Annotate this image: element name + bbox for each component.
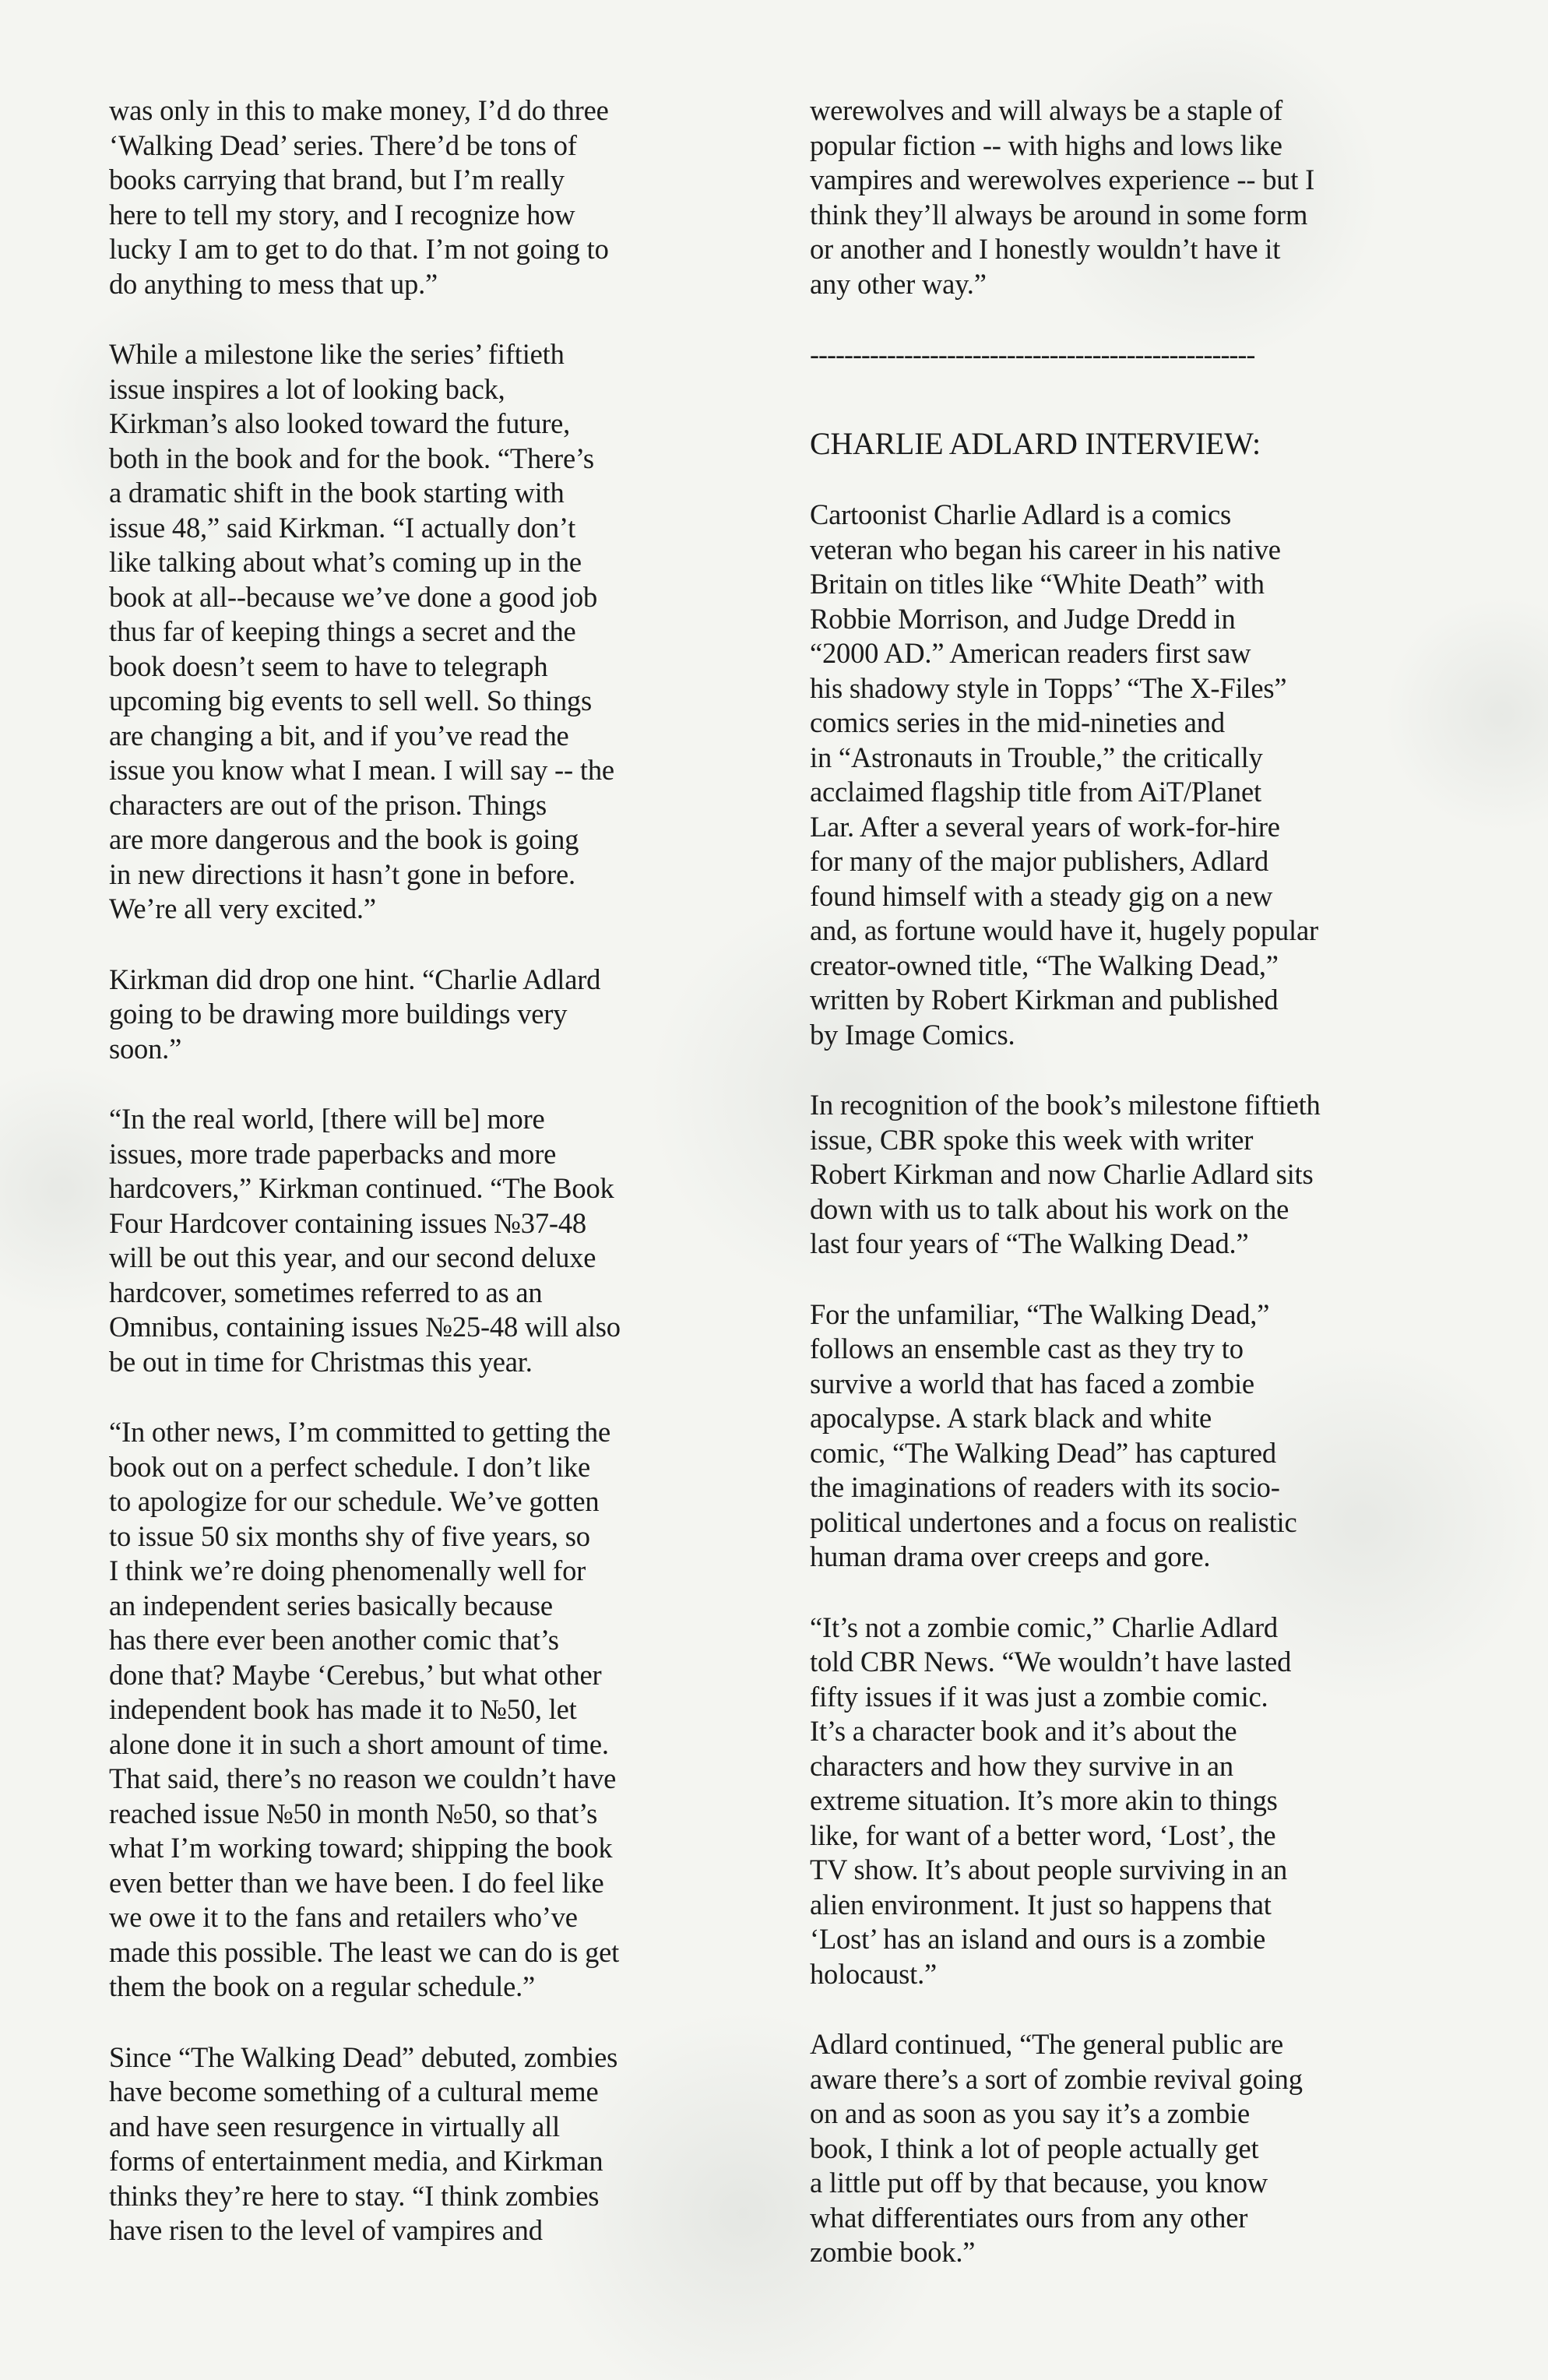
- body-paragraph: While a milestone like the series’ fiftieth issue inspires a lot of looking back, Kirkman’s also looked toward the future, both in the book and for the book. “There’s a dramatic shift in the book starting with issue 48,” said Kirkman. “I actually don’t like talking about what’s coming up in the book at all--because we’ve done a good job thus far of keeping things a secret and the book doesn’t seem to have to telegraph upcoming big events to sell well. So things are changing a bit, and if you’ve read the issue you know what I mean. I will say -- the characters are out of the prison. Things are more dangerous and the book is going in new directions it hasn’t gone in before. We’re all very excited.”: [109, 338, 614, 924]
- body-paragraph: Kirkman did drop one hint. “Charlie Adlard going to be drawing more buildings very soon.”: [109, 963, 601, 1065]
- body-paragraph: “It’s not a zombie comic,” Charlie Adlard told CBR News. “We wouldn’t have lasted fifty issues if it was just a zombie comic. It’s a character book and it’s about the characters and how they survive in an extreme situation. It’s more akin to things like, for want of a better word, ‘Lost’, the TV show. It’s about people surviving in an alien environment. It just so happens that ‘Lost’ has an island and ours is a zombie holocaust.”: [810, 1611, 1292, 1990]
- body-paragraph: Since “The Walking Dead” debuted, zombies have become something of a cultural meme and have seen resurgence in virtually all forms of entertainment media, and Kirkman thinks they’re here to stay. “I think zombies have risen to the level of vampires and: [109, 2040, 618, 2246]
- body-paragraph: Adlard continued, “The general public are aware there’s a sort of zombie revival going on and as soon as you say it’s a zombie book, I think a lot of people actually get a little put off by that because, you know what differentiates ours from any other zombie book.”: [810, 2028, 1303, 2268]
- body-paragraph: Cartoonist Charlie Adlard is a comics veteran who began his career in his native Britain on titles like “White Death” with Robbie Morrison, and Judge Dredd in “2000 AD.” American readers first saw his shadowy style in Topps’ “The X-Files” comics series in the mid-nineties and in “Astronauts in Trouble,” the critically acclaimed flagship title from AiT/Planet Lar. After a several years of work-for-hire for many of the major publishers, Adlard found himself with a steady gig on a new and, as fortune would have it, hugely popular creator-owned title, “The Walking Dead,” written by Robert Kirkman and published by Image Comics.: [810, 498, 1318, 1051]
- body-paragraph: For the unfamiliar, “The Walking Dead,” follows an ensemble cast as they try to survive a world that has faced a zombie apocalypse. A stark black and white comic, “The Walking Dead” has captured the imaginations of readers with its socio- political undertones and a focus on realistic human drama over creeps and gore.: [810, 1297, 1297, 1572]
- left-column: [109, 93, 810, 2284]
- body-paragraph: In recognition of the book’s milestone fiftieth issue, CBR spoke this week with writer Robert Kirkman and now Charlie Adlard sits down with us to talk about his work on the last four years of “The Walking Dead.”: [810, 1089, 1321, 1259]
- right-column: [810, 93, 1487, 2306]
- section-heading: CHARLIE ADLARD INTERVIEW:: [810, 426, 1261, 461]
- body-paragraph: “In the real world, [there will be] more issues, more trade paperbacks and more hardcovers,” Kirkman continued. “The Book Four Hardcover containing issues №37-48 will be out this year, and our second deluxe hardcover, sometimes referred to as an Omnibus, containing issues №25-48 will also be out in time for Christmas this year.: [109, 1103, 621, 1378]
- continued-paragraph: werewolves and will always be a staple of popular fiction -- with highs and lows like vampires and werewolves experience -- but I think they’ll always be around in some form or another and I honestly wouldn’t have it any other way.”: [810, 94, 1315, 300]
- dashed-separator: ----------------------------------------------------: [810, 339, 1255, 370]
- body-paragraph: was only in this to make money, I’d do three ‘Walking Dead’ series. There’d be tons of books carrying that brand, but I’m really here to tell my story, and I recognize how lucky I am to get to do that. I’m not going to do anything to mess that up.”: [109, 94, 609, 300]
- body-paragraph: “In other news, I’m committed to getting the book out on a perfect schedule. I don’t like to apologize for our schedule. We’ve gotten to issue 50 six months shy of five years, so I think we’re doing phenomenally well for an independent series basically because has there ever been another comic that’s done that? Maybe ‘Cerebus,’ but what other independent book has made it to №50, let alone done it in such a short amount of time. That said, there’s no reason we couldn’t have reached issue №50 in month №50, so that’s what I’m working toward; shipping the book even better than we have been. I do feel like we owe it to the fans and retailers who’ve made this possible. The least we can do is get them the book on a regular schedule.”: [109, 1416, 620, 2002]
